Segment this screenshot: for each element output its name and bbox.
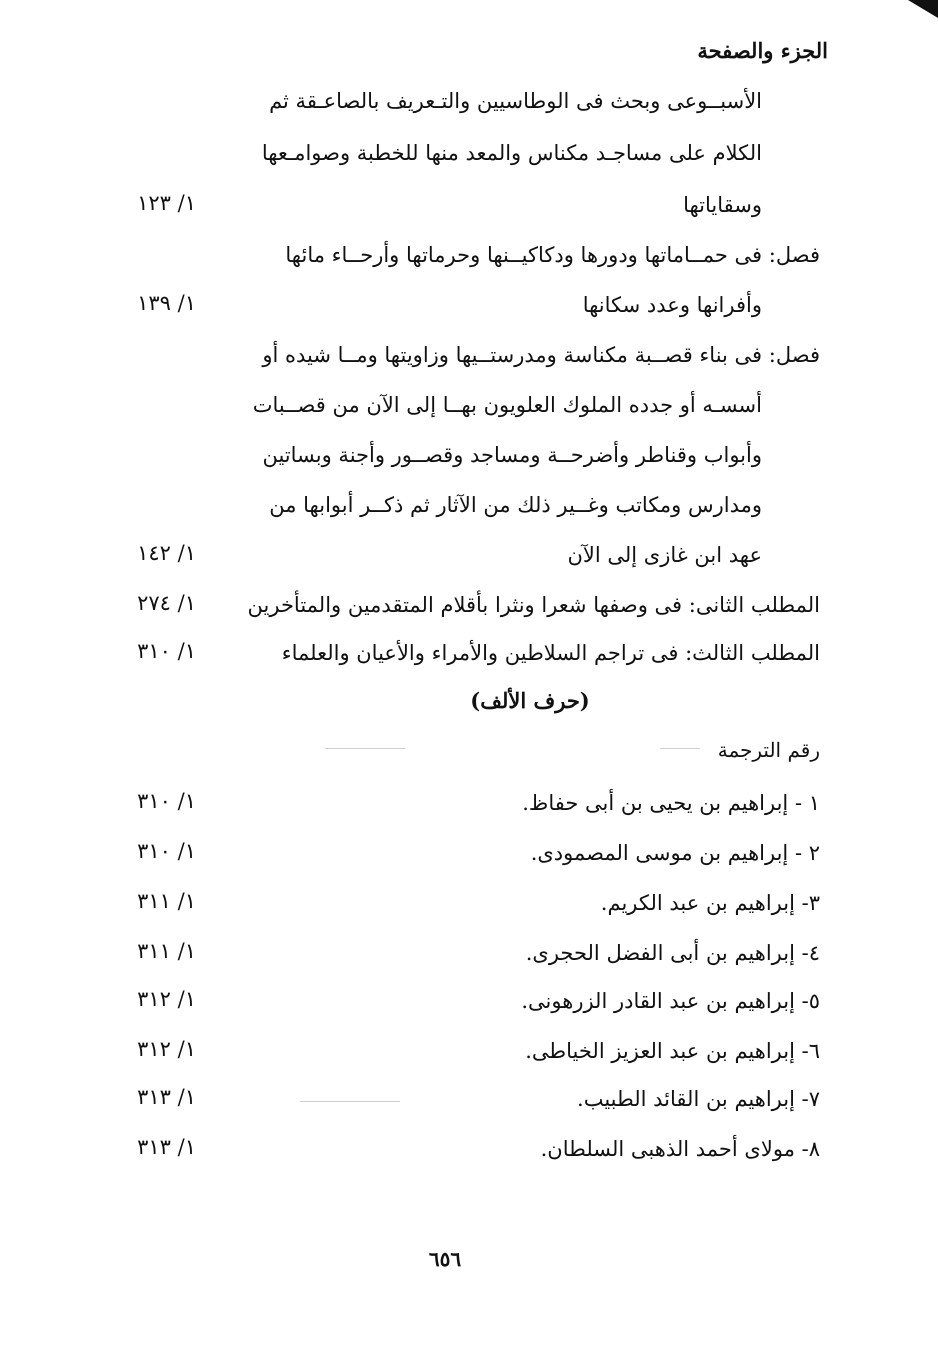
scan-artifact-line — [660, 748, 700, 749]
biography-item-6: ٦- إبراهيم بن عبد العزيز الخياطى. — [525, 1039, 820, 1063]
entry-line-12: المطلب الثالث: فى تراجم السلاطين والأمراء والأعيان والعلماء — [281, 641, 820, 665]
biography-ref-7: ١/ ٣١٣ — [137, 1085, 196, 1109]
entry-line-11: المطلب الثانى: فى وصفها شعرا ونثرا بأقلام المتقدمين والمتأخرين — [247, 593, 820, 617]
entry-ref-3: ١/ ١٢٣ — [137, 191, 196, 215]
biography-item-5: ٥- إبراهيم بن عبد القادر الزرهونى. — [521, 989, 820, 1013]
biography-ref-2: ١/ ٣١٠ — [137, 839, 196, 863]
page-number: ٦٥٦ — [428, 1247, 462, 1271]
biography-item-4: ٤- إبراهيم بن أبى الفضل الحجرى. — [525, 941, 820, 965]
biography-ref-5: ١/ ٣١٢ — [137, 987, 196, 1011]
scan-artifact-line — [300, 1101, 400, 1102]
entry-line-8: وأبواب وقناطر وأضرحــة ومساجد وقصــور وأجنة وبساتين — [262, 443, 762, 467]
entry-line-2: الكلام على مساجـد مكناس والمعد منها للخطبة وصوامـعها — [261, 141, 762, 165]
corner-scan-mark — [908, 0, 938, 18]
biography-ref-3: ١/ ٣١١ — [137, 889, 196, 913]
biography-ref-6: ١/ ٣١٢ — [137, 1037, 196, 1061]
biography-ref-1: ١/ ٣١٠ — [137, 789, 196, 813]
section-title: (حرف الألف) — [470, 688, 590, 713]
entry-line-1: الأسبــوعى وبحث فى الوطاسيين والتـعريف بالصاعـقة ثم — [269, 89, 762, 113]
biography-item-7: ٧- إبراهيم بن القائد الطبيب. — [577, 1087, 820, 1111]
column-header-volume-page: الجزء والصفحة — [697, 38, 828, 63]
entry-line-6: فصل: فى بناء قصــبة مكناسة ومدرستــيها وزاويتها ومــا شيده أو — [262, 343, 820, 367]
entry-line-10: عهد ابن غازى إلى الآن — [567, 543, 762, 567]
entry-line-3: وسقاياتها — [683, 193, 762, 217]
biography-item-8: ٨- مولاى أحمد الذهبى السلطان. — [540, 1137, 820, 1161]
entry-line-9: ومدارس ومكاتب وغــير ذلك من الآثار ثم ذكــر أبوابها من — [269, 493, 762, 517]
biography-item-3: ٣- إبراهيم بن عبد الكريم. — [600, 891, 820, 915]
entry-ref-10: ١/ ١٤٢ — [137, 541, 196, 565]
entry-ref-11: ١/ ٢٧٤ — [137, 591, 196, 615]
entry-line-7: أسسـه أو جدده الملوك العلويون بهــا إلى الآن من قصــبات — [252, 393, 762, 417]
biography-ref-8: ١/ ٣١٣ — [137, 1135, 196, 1159]
entry-line-5: وأفرانها وعدد سكانها — [582, 293, 762, 317]
entry-ref-12: ١/ ٣١٠ — [137, 639, 196, 663]
entry-ref-5: ١/ ١٣٩ — [137, 291, 196, 315]
biography-item-2: ٢ - إبراهيم بن موسى المصمودى. — [530, 841, 820, 865]
biography-number-label: رقم الترجمة — [717, 738, 820, 762]
entry-line-4: فصل: فى حمــاماتها ودورها ودكاكيــنها وحرماتها وأرحــاء مائها — [285, 243, 820, 267]
scan-artifact-line — [325, 748, 405, 749]
biography-ref-4: ١/ ٣١١ — [137, 939, 196, 963]
biography-item-1: ١ - إبراهيم بن يحيى بن أبى حفاظ. — [522, 791, 820, 815]
